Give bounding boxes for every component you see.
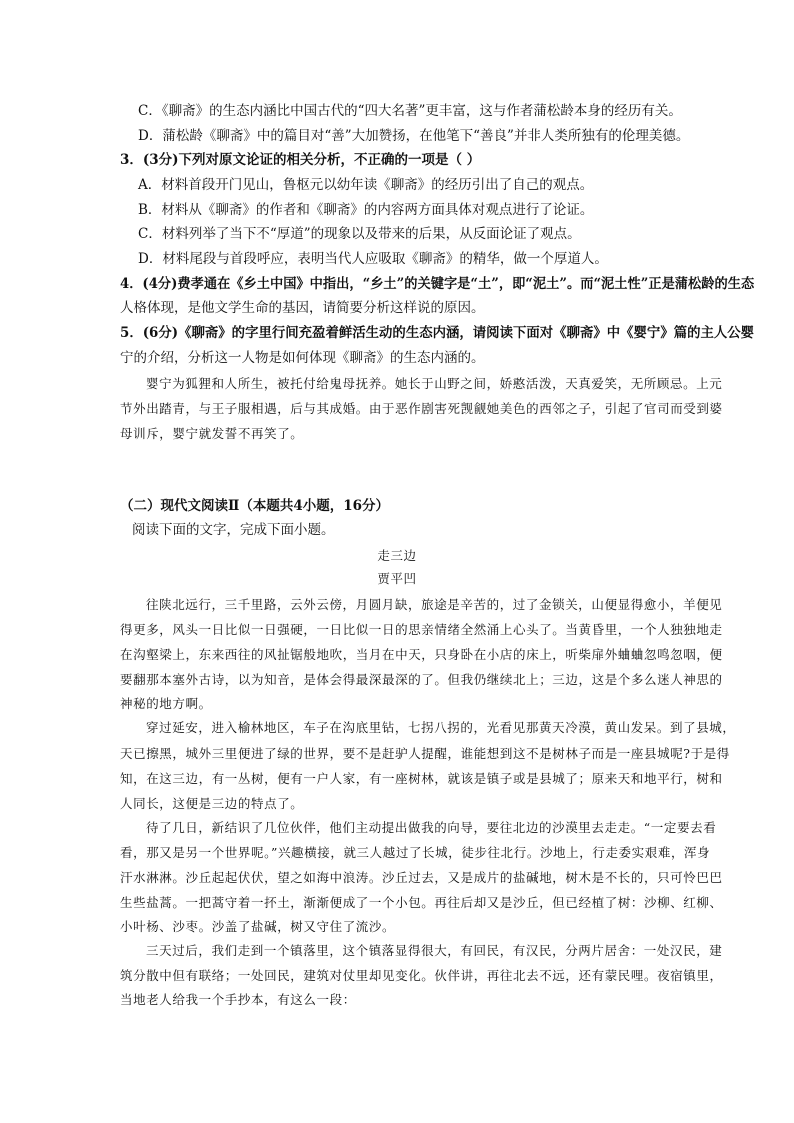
q5-line-1: 5．(6分)《聊斋》的字里行间充盈着鲜活生动的生态内涵，请阅读下面对《聊斋》中《婴宁》篇的主人公婴 [120,325,755,341]
yingning-line-3: 母训斥，婴宁就发誓不再笑了。 [120,426,304,441]
essay-author: 贾平凹 [377,571,417,586]
q4-line-2: 人格体现，是他文学生命的基因，请简要分析这样说的原因。 [120,300,485,316]
essay-line: 得更多，风头一日比似一日强硬，一日比似一日的思亲情绪全然涌上心头了。当黄昏里，一个人独独地走 [120,622,723,637]
essay-line: 往陕北远行，三千里路，云外云傍，月圆月缺，旅途是辛苦的，过了金锁关，山便显得愈小，羊便见 [146,597,723,612]
essay-line: 知，在这三边，有一丛树，便有一户人家，有一座树林，就该是镇子或是县城了；原来天和地平行，树和 [120,771,723,786]
essay-line: 神秘的地方啊。 [120,696,212,711]
q3-option-d: D．材料尾段与首段呼应，表明当代人应吸取《聊斋》的精华，做一个厚道人。 [138,251,608,267]
essay-title: 走三边 [377,548,417,563]
essay-line: 筑分散中但有联络；一处回民，建筑对仗里却见变化。伙伴讲，再往北去不远，还有蒙民哩。夜宿镇里， [120,968,723,983]
essay-line: 要翻那本塞外古诗，以为知音，是体会得最深最深的了。但我仍继续北上；三边，这是个多么迷人神思的 [120,672,723,687]
essay-line: 人同长，这便是三边的特点了。 [120,796,304,811]
section-instruction: 阅读下面的文字，完成下面小题。 [132,522,335,538]
essay-line: 待了几日，新结识了几位伙伴，他们主动提出做我的向导，要往北边的沙漠里去走走。“一定要去看 [146,820,717,835]
yingning-line-1: 婴宁为狐狸和人所生，被托付给鬼母抚养。她长于山野之间，娇憨活泼，天真爱笑，无所顾忌。上元 [146,376,723,391]
essay-line: 天已擦黑，城外三里便进了绿的世界，要不是赶驴人提醒，谁能想到这不是树林子而是一座县城呢?于是得 [120,746,730,761]
yingning-line-2: 节外出踏青，与王子服相遇，后与其成婚。由于恶作剧害死觊觎她美色的西邻之子，引起了官司而受到婆 [120,401,723,416]
essay-line: 当地老人给我一个手抄本，有这么一段： [120,992,356,1007]
q4-line-1: 4．(4分)费孝通在《乡土中国》中指出，“乡土”的关键字是“土”，即“泥土”。而“泥土性”正是蒲松龄的生态 [120,276,755,292]
section-heading: （二）现代文阅读Ⅱ（本题共4小题，16分） [120,498,390,514]
q5-line-2: 宁的介绍，分析这一人物是如何体现《聊斋》的生态内涵的。 [120,350,485,366]
essay-line: 生些盐蒿。一把蒿守着一抔土，渐渐便成了一个小包。再往后却又是沙丘，但已经植了树：沙柳、红柳、 [120,895,723,910]
essay-line: 穿过延安，进入榆林地区，车子在沟底里钻，七拐八拐的，光看见那黄天冷漠，黄山发呆。到了县城， [146,720,736,735]
q2-option-c: C．《聊斋》的生态内涵比中国古代的“四大名著”更丰富，这与作者蒲松龄本身的经历有关。 [138,103,682,119]
essay-line: 汗水淋淋。沙丘起起伏伏，望之如海中浪涛。沙丘过去，又是成片的盐碱地，树木是不长的，只可怜巴巴 [120,870,723,885]
essay-line: 在沟壑梁上，东来西往的风扯锯般地吹，当月在中天，只身卧在小店的床上，听柴扉外蛐蛐忽鸣忽咽，便 [120,647,723,662]
essay-line: 看，那又是另一个世界呢。”兴趣横接，就三人越过了长城，徒步往北行。沙地上，行走委实艰难，浑身 [120,845,711,860]
q3-option-c: C．材料列举了当下不“厚道”的现象以及带来的后果，从反面论证了观点。 [138,226,581,242]
essay-line: 三天过后，我们走到一个镇落里，这个镇落显得很大，有回民，有汉民，分两片居舍：一处汉民，建 [146,943,723,958]
q3-stem: 3．(3分)下列对原文论证的相关分析，不正确的一项是（ ） [120,152,481,168]
q3-option-b: B．材料从《聊斋》的作者和《聊斋》的内容两方面具体对观点进行了论证。 [138,202,594,218]
q3-option-a: A．材料首段开门见山，鲁枢元以幼年读《聊斋》的经历引出了自己的观点。 [138,177,594,193]
essay-line: 小叶杨、沙枣。沙盖了盐碱，树又守住了流沙。 [120,919,396,934]
q2-option-d: D．蒲松龄《聊斋》中的篇目对“善”大加赞扬，在他笔下“善良”并非人类所独有的伦理美德。 [138,128,690,144]
